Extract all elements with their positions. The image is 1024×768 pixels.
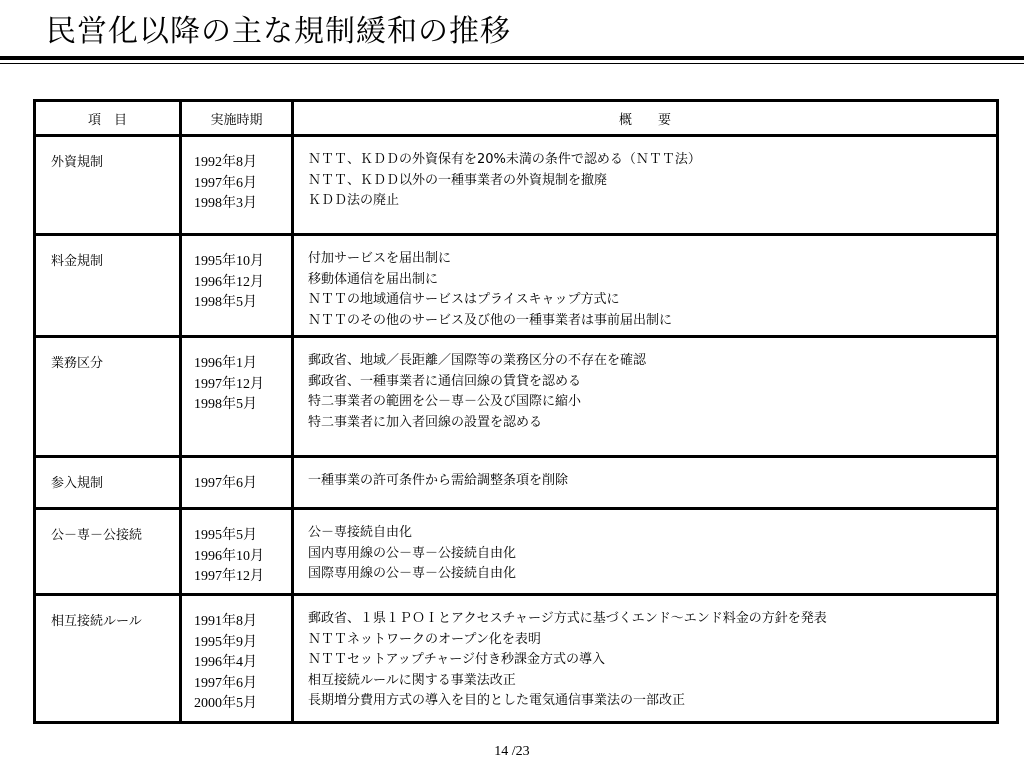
- summary-line: ＫＤＤ法の廃止: [308, 193, 400, 208]
- summary-line: ＮＴＴ、ＫＤＤの外資保有を20%未満の条件で認める（ＮＴＴ法）: [308, 152, 701, 167]
- summary-cell: [293, 235, 998, 337]
- table-row: [35, 337, 998, 457]
- date-line: 1996年1月: [194, 356, 257, 371]
- table-row: [35, 235, 998, 337]
- summary-line: 特二事業者に加入者回線の設置を認める: [308, 414, 543, 430]
- date-line: 1998年5月: [194, 397, 257, 412]
- item-cell: 料金規制: [35, 235, 181, 337]
- date-cell: [181, 337, 293, 457]
- date-cell: [181, 136, 293, 235]
- summary-line: 特二事業者の範囲を公－専－公及び国際に縮小: [308, 394, 582, 409]
- page-title: 民営化以降の主な規制緩和の推移: [46, 14, 511, 49]
- item-cell: 業務区分: [35, 337, 181, 457]
- item-cell: 公－専－公接続: [35, 509, 181, 595]
- table-row: [35, 136, 998, 235]
- item-cell: 外資規制: [35, 136, 181, 235]
- header-period: 実施時期: [181, 101, 293, 136]
- date-line: 1996年10月: [194, 548, 264, 564]
- summary-line: 相互接続ルールに関する事業法改正: [308, 672, 516, 688]
- date-line: 2000年5月: [194, 696, 257, 711]
- summary-line: 国際専用線の公－専－公接続自由化: [308, 566, 517, 581]
- header-item: 項 目: [35, 101, 181, 136]
- summary-line: 公－専接続自由化: [308, 525, 413, 540]
- date-line: 1991年8月: [194, 614, 257, 629]
- item-cell: 参入規制: [35, 457, 181, 509]
- date-line: 1996年4月: [194, 655, 257, 670]
- summary-line: 一種事業の許可条件から需給調整条項を削除: [308, 473, 569, 488]
- summary-line: ＮＴＴセットアップチャージ付き秒課金方式の導入: [308, 652, 606, 667]
- item-cell: 相互接続ルール: [35, 595, 181, 723]
- date-line: 1992年8月: [194, 155, 257, 170]
- date-cell: [181, 235, 293, 337]
- summary-cell: [293, 337, 998, 457]
- date-line: 1997年12月: [194, 569, 264, 584]
- date-cell: [181, 595, 293, 723]
- date-line: 1995年10月: [194, 254, 264, 269]
- date-line: 1997年12月: [194, 376, 264, 392]
- summary-cell: [293, 136, 998, 235]
- title-divider-thin: [0, 63, 1024, 64]
- date-cell: [181, 457, 293, 509]
- summary-line: 長期増分費用方式の導入を目的とした電気通信事業法の一部改正: [308, 693, 686, 708]
- summary-line: ＮＴＴ、ＫＤＤ以外の一種事業者の外資規制を撤廃: [308, 172, 608, 188]
- date-line: 1995年5月: [194, 528, 257, 543]
- date-line: 1998年3月: [194, 196, 257, 211]
- summary-line: 郵政省、１県１ＰＯＩとアクセスチャージ方式に基づくエンド～エンド料金の方針を発表: [308, 611, 827, 626]
- summary-line: 国内専用線の公－専－公接続自由化: [308, 545, 517, 561]
- summary-cell: [293, 457, 998, 509]
- summary-cell: [293, 509, 998, 595]
- page-number: 14 /23: [494, 744, 530, 759]
- summary-line: ＮＴＴネットワークのオープン化を表明: [308, 631, 541, 647]
- date-line: 1997年6月: [194, 675, 257, 691]
- table-row: [35, 509, 998, 595]
- date-line: 1996年12月: [194, 274, 264, 290]
- header-summary: 概 要: [293, 101, 998, 136]
- summary-line: 郵政省、一種事業者に通信回線の賃貸を認める: [308, 373, 582, 389]
- summary-line: ＮＴＴのその他のサービス及び他の一種事業者は事前届出制に: [308, 312, 673, 328]
- table-row: [35, 595, 998, 723]
- summary-line: ＮＴＴの地域通信サービスはプライスキャップ方式に: [308, 292, 620, 307]
- date-line: 1995年9月: [194, 634, 257, 650]
- date-cell: [181, 509, 293, 595]
- table-header-row: [35, 101, 998, 136]
- date-line: 1997年6月: [194, 175, 257, 191]
- summary-line: 郵政省、地域／長距離／国際等の業務区分の不存在を確認: [308, 353, 647, 368]
- summary-cell: [293, 595, 998, 723]
- date-line: 1997年6月: [194, 476, 257, 491]
- date-line: 1998年5月: [194, 295, 257, 310]
- summary-line: 移動体通信を届出制に: [308, 271, 439, 287]
- table-row: [35, 457, 998, 509]
- summary-line: 付加サービスを届出制に: [308, 251, 452, 266]
- deregulation-table: [33, 99, 999, 724]
- title-divider-thick: [0, 56, 1024, 60]
